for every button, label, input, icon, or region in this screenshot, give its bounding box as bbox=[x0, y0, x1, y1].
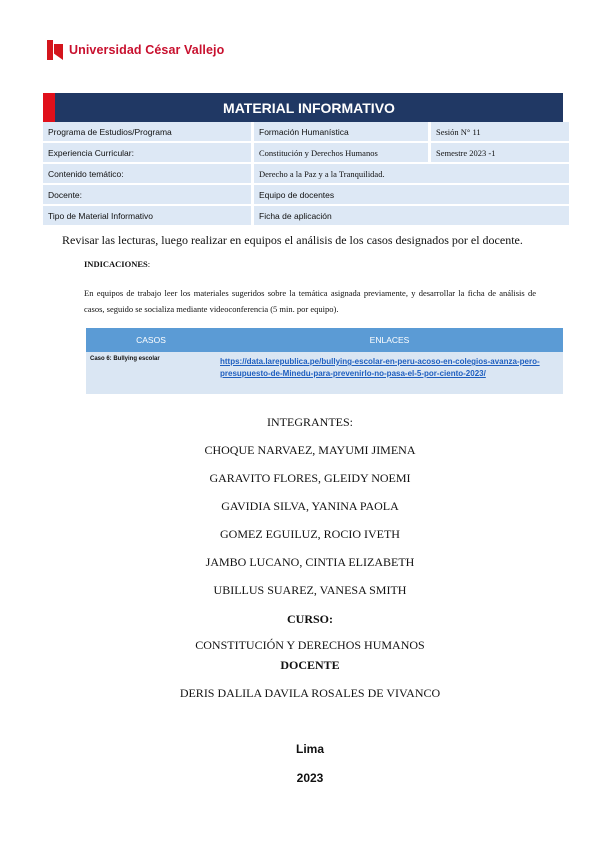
cases-header-row bbox=[86, 328, 563, 352]
info-row bbox=[43, 164, 569, 185]
case-row bbox=[86, 352, 563, 394]
cases-header: CASOS bbox=[86, 328, 216, 352]
info-row bbox=[43, 143, 569, 164]
info-label: Tipo de Material Informativo bbox=[43, 206, 251, 227]
case-link[interactable]: https://data.larepublica.pe/bullying-escolar-en-peru-acoso-en-colegios-avanza-pero-presupuesto-de-Minedu-para-prevenirlo-no-pasa-el-5-por-ciento-2023/ bbox=[216, 352, 563, 394]
info-value: Formación Humanística bbox=[254, 122, 428, 143]
city: Lima bbox=[295, 742, 324, 756]
docente-value: DERIS DALILA DAVILA ROSALES DE VIVANCO bbox=[179, 686, 441, 700]
university-logo bbox=[47, 40, 224, 60]
curso-title: CURSO: bbox=[286, 612, 333, 626]
material-title: MATERIAL INFORMATIVO bbox=[55, 93, 563, 122]
info-extra: Sesión N° 11 bbox=[431, 122, 569, 143]
info-value: Derecho a la Paz y a la Tranquilidad. bbox=[254, 164, 569, 185]
member-name: CHOQUE NARVAEZ, MAYUMI JIMENA bbox=[204, 443, 416, 457]
member-name: GAVIDIA SILVA, YANINA PAOLA bbox=[221, 499, 399, 513]
info-label: Contenido temático: bbox=[43, 164, 251, 185]
university-name: Universidad César Vallejo bbox=[69, 43, 225, 57]
info-row bbox=[43, 206, 569, 227]
year: 2023 bbox=[296, 771, 324, 785]
info-value: Ficha de aplicación bbox=[254, 206, 569, 227]
member-name: JAMBO LUCANO, CINTIA ELIZABETH bbox=[205, 555, 415, 569]
info-value: Equipo de docentes bbox=[254, 185, 569, 206]
material-header bbox=[43, 93, 563, 122]
info-label: Docente: bbox=[43, 185, 251, 206]
info-row bbox=[43, 185, 569, 206]
links-header: ENLACES bbox=[216, 328, 563, 352]
indicaciones-title: INDICACIONES bbox=[84, 259, 148, 269]
header-accent bbox=[43, 93, 55, 122]
instruction-text: Revisar las lecturas, luego realizar en equipos el análisis de los casos designados por el docente. bbox=[62, 233, 523, 247]
case-name: Caso 6: Bullying escolar bbox=[86, 352, 216, 394]
member-name: UBILLUS SUAREZ, VANESA SMITH bbox=[213, 583, 407, 597]
info-row bbox=[43, 122, 569, 143]
info-table bbox=[43, 122, 569, 227]
member-name: GOMEZ EGUILUZ, ROCIO IVETH bbox=[220, 527, 400, 541]
integrantes-title: INTEGRANTES: bbox=[267, 415, 353, 429]
indicaciones-body: En equipos de trabajo leer los materiales sugeridos sobre la temática asignada previamente, y desarrollar la ficha de análisis de casos, seguido se socializa mediante videoconferencia (5 min. por equipo). bbox=[84, 288, 536, 314]
info-extra: Semestre 2023 -1 bbox=[431, 143, 569, 164]
indicaciones-heading: INDICACIONES: bbox=[84, 259, 151, 269]
info-label: Experiencia Curricular: bbox=[43, 143, 251, 164]
curso-value: CONSTITUCIÓN Y DERECHOS HUMANOS bbox=[195, 638, 425, 652]
university-logo-icon bbox=[47, 40, 63, 60]
member-name: GARAVITO FLORES, GLEIDY NOEMI bbox=[209, 471, 411, 485]
docente-title: DOCENTE bbox=[280, 658, 340, 672]
info-value: Constitución y Derechos Humanos bbox=[254, 143, 428, 164]
info-label: Programa de Estudios/Programa bbox=[43, 122, 251, 143]
cases-table bbox=[86, 328, 563, 394]
